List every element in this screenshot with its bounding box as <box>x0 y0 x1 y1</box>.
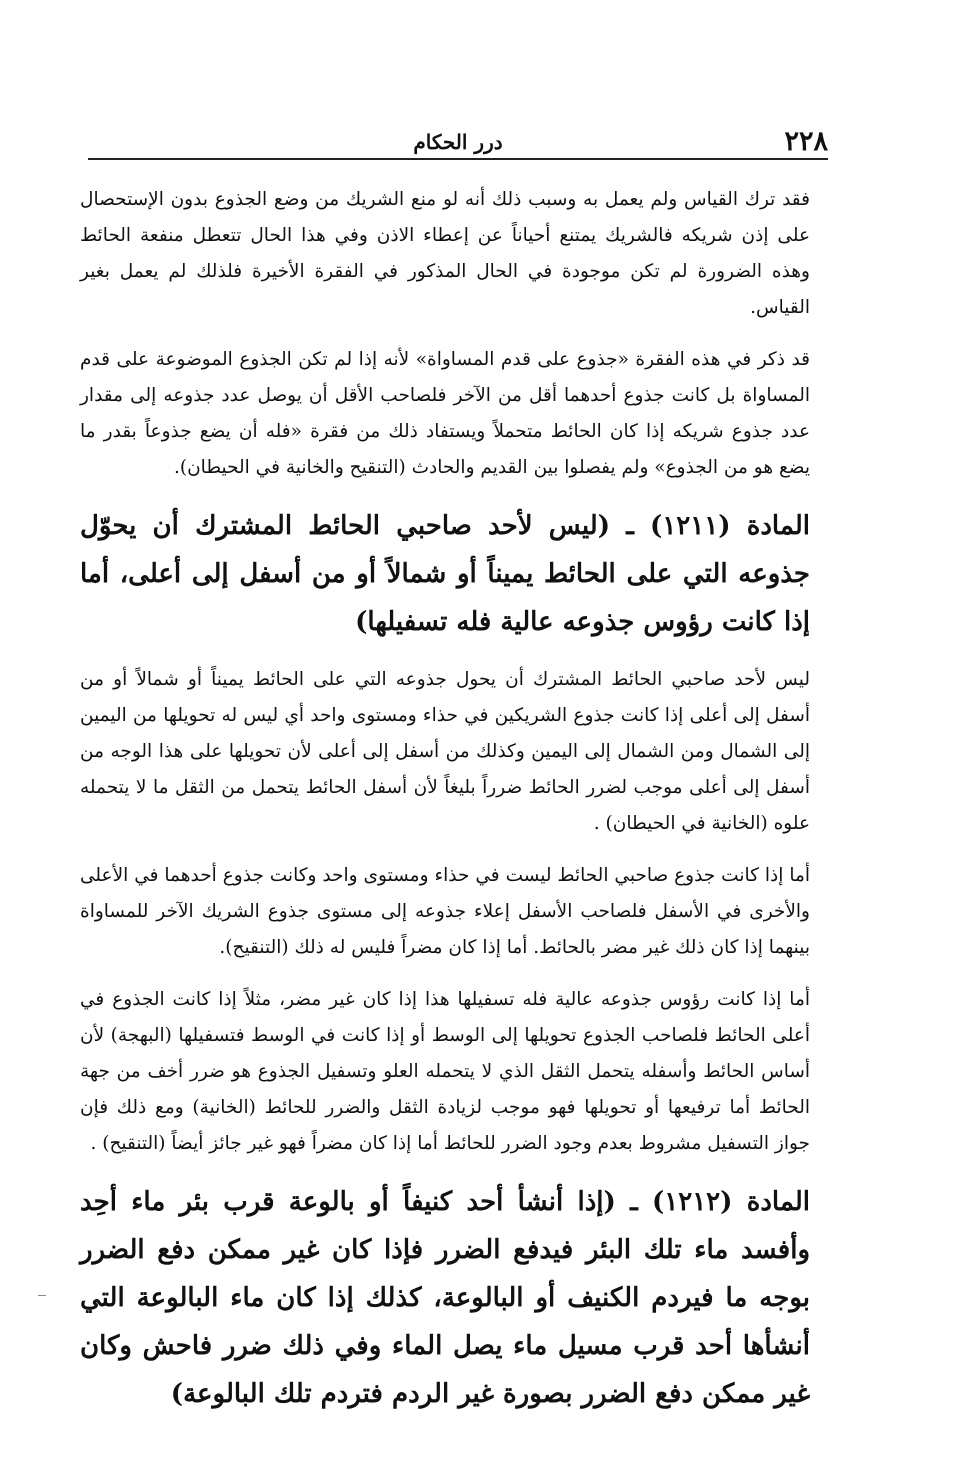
paragraph-4: أما إذا كانت جذوع صاحبي الحائط ليست في حذاء ومستوى واحد وكانت جذوع أحدهما في الأعلى والأخرى في الأسفل فلصاحب الأسفل إعلاء جذوعه إلى مستوى جذوع الشريك الآخر للمساواة بينهما إذا كان ذلك غير مضر بالحائط. أما إذا كان مضراً فليس له ذلك (التنقيح). <box>80 865 810 958</box>
margin-mark <box>38 1295 46 1296</box>
paragraph-5: أما إذا كانت رؤوس جذوعه عالية فله تسفيلها هذا إذا كان غير مضر، مثلاً إذا كانت الجذوع في أعلى الحائط فلصاحب الجذوع تحويلها إلى الوسط أو إذا كانت في الوسط فتسفيلها (البهجة) لأن أساس الحائط وأسفله يتحمل الثقل الذي لا يتحمله العلو وتسفيل الجذوع هو ضرر أخف من جهة الحائط أما ترفيعها أو تحويلها فهو موجب لزيادة الثقل والضرر للحائط (الخانية) ومع ذلك فإن جواز التسفيل مشروط بعدم وجود الضرر للحائط أما إذا كان مضراً فهو غير جائز أيضاً (التنقيح) . <box>80 989 810 1154</box>
page-number: ٢٢٨ <box>784 126 828 157</box>
body-text <box>80 182 810 1434</box>
article-1212: المادة (١٢١٢) ـ (إذا أنشأ أحد كنيفاً أو بالوعة قرب بئر ماء أحِد وأفسد ماء تلك البئر فيدفع الضرر فإذا كان غير ممكن دفع الضرر بوجه ما فيردم الكنيف أو البالوعة، كذلك إذا كان ماء البالوعة التي أنشأها أحد قرب مسيل ماء يصل الماء وفي ذلك ضرر فاحش وكان غير ممكن دفع الضرر بصورة غير الردم فتردم تلك البالوعة) <box>80 1187 811 1409</box>
running-title: درر الحكام <box>413 130 503 154</box>
page-header <box>88 122 828 160</box>
article-1211: المادة (١٢١١) ـ (ليس لأحد صاحبي الحائط المشترك أن يحوّل جذوعه التي على الحائط يميناً أو شمالاً أو من أسفل إلى أعلى، أما إذا كانت رؤوس جذوعه عالية فله تسفيلها) <box>80 511 810 637</box>
paragraph-3: ليس لأحد صاحبي الحائط المشترك أن يحول جذوعه التي على الحائط يميناً أو شمالاً أو من أسفل إلى أعلى إذا كانت جذوع الشريكين في حذاء ومستوى واحد أي ليس له تحويلها من اليمين إلى الشمال ومن الشمال إلى اليمين وكذلك من أسفل إلى أعلى لأن تحويلها على هذا الوجه من أسفل إلى أعلى موجب لضرر الحائط ضرراً بليغاً لأن أسفل الحائط يتحمل من الثقل ما لا يتحمله علوه (الخانية في الحيطان) . <box>80 669 810 834</box>
paragraph-2: قد ذكر في هذه الفقرة «جذوع على قدم المساواة» لأنه إذا لم تكن الجذوع الموضوعة على قدم المساواة بل كانت جذوع أحدهما أقل من الآخر فلصاحب الأقل أن يوصل عدد جذوعه إلى مقدار عدد جذوع شريكه إذا كان الحائط متحملاً ويستفاد ذلك من فقرة «فله أن يضع جذوعاً بقدر ما يضع هو من الجذوع» ولم يفصلوا بين القديم والحادث (التنقيح والخانية في الحيطان). <box>80 349 810 478</box>
paragraph-1: فقد ترك القياس ولم يعمل به وسبب ذلك أنه لو منع الشريك من وضع الجذوع بدون الإستحصال على إذن شريكه فالشريك يمتنع أحياناً عن إعطاء الاذن وفي هذا الحال تتعطل منفعة الحائط وهذه الضرورة لم تكن موجودة في الحال المذكور في الفقرة الأخيرة فلذلك لم يعمل بغير القياس. <box>80 189 810 318</box>
